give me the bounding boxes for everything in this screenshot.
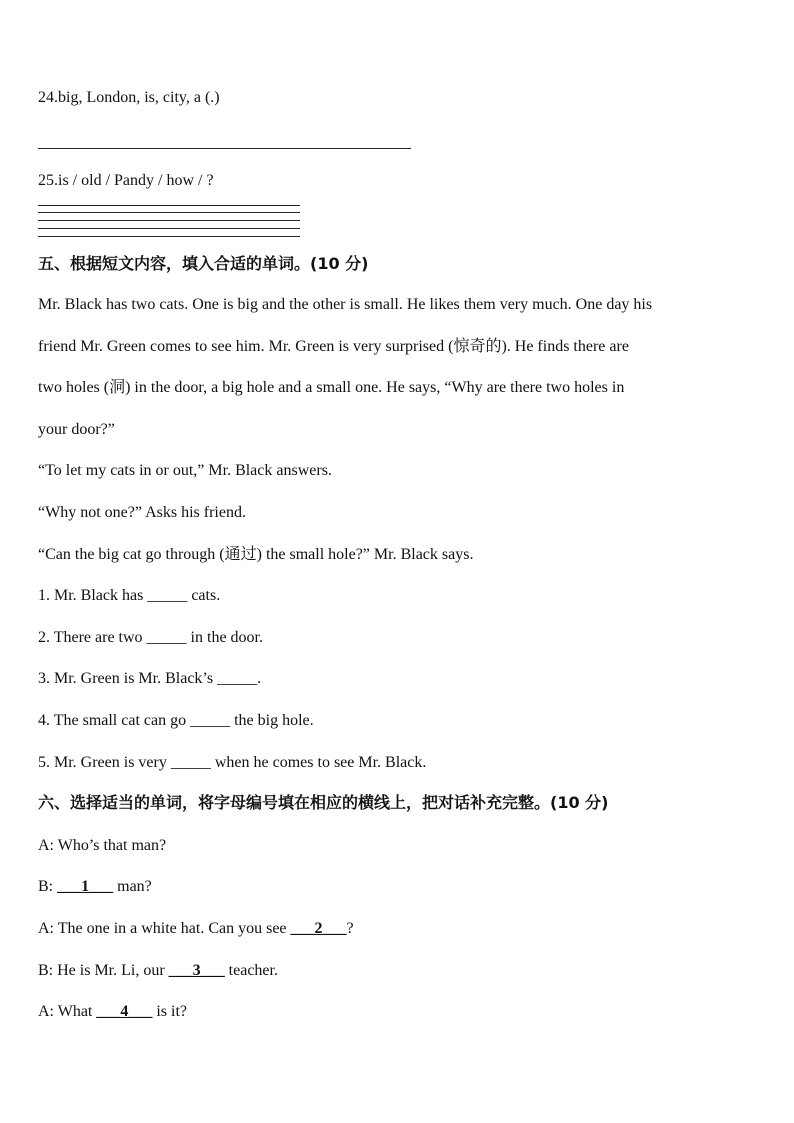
q24-prompt: 24.big, London, is, city, a (.) (38, 89, 220, 106)
q25-answer-line-2[interactable] (38, 212, 300, 213)
q25-answer-line-3[interactable] (38, 220, 300, 221)
passage-line: friend Mr. Green comes to see him. Mr. Green is very surprised (惊奇的). He finds there are (38, 338, 629, 355)
dialogue-line (38, 961, 278, 981)
dialogue-line (38, 1002, 187, 1022)
dialogue-text: man? (113, 878, 152, 895)
blank-3[interactable]: ___3___ (168, 962, 225, 979)
blank-1[interactable]: ___1___ (57, 878, 114, 895)
q25-answer-line-4[interactable] (38, 228, 300, 229)
question-2: 2. There are two _____ in the door. (38, 629, 263, 646)
dialogue-line (38, 836, 166, 856)
dialogue-text: is it? (152, 1003, 188, 1020)
q24-answer-line[interactable] (38, 148, 411, 149)
dialogue-text: A: Who’s that man? (38, 837, 167, 854)
dialogue-text: ? (346, 920, 354, 937)
question-3: 3. Mr. Green is Mr. Black’s _____. (38, 670, 262, 687)
passage-line: your door?” (38, 421, 115, 438)
blank-4[interactable]: ___4___ (96, 1003, 153, 1020)
q25-prompt: 25.is / old / Pandy / how / ? (38, 172, 214, 189)
question-1: 1. Mr. Black has _____ cats. (38, 587, 221, 604)
passage-line: “Why not one?” Asks his friend. (38, 504, 246, 521)
passage-line: “Can the big cat go through (通过) the small hole?” Mr. Black says. (38, 546, 474, 563)
dialogue-text: teacher. (224, 962, 278, 979)
q25-answer-line-1[interactable] (38, 205, 300, 206)
dialogue-text: A: The one in a white hat. Can you see (38, 920, 291, 937)
question-4: 4. The small cat can go _____ the big hole. (38, 712, 314, 729)
blank-2[interactable]: ___2___ (290, 920, 347, 937)
question-5: 5. Mr. Green is very _____ when he comes to see Mr. Black. (38, 754, 427, 771)
dialogue-line (38, 877, 152, 897)
dialogue-text: A: What (38, 1003, 97, 1020)
section5-heading: 五、根据短文内容，填入合适的单词。(10 分) (38, 254, 369, 273)
dialogue-line (38, 919, 354, 939)
passage-line: Mr. Black has two cats. One is big and the other is small. He likes them very much. One day his (38, 296, 653, 313)
dialogue-text: B: (38, 878, 58, 895)
passage-line: “To let my cats in or out,” Mr. Black answers. (38, 462, 332, 479)
passage-line: two holes (洞) in the door, a big hole and a small one. He says, “Why are there two holes in (38, 379, 625, 396)
section6-heading: 六、选择适当的单词，将字母编号填在相应的横线上，把对话补充完整。(10 分) (38, 793, 609, 812)
dialogue-text: B: He is Mr. Li, our (38, 962, 169, 979)
q25-answer-line-5[interactable] (38, 236, 300, 237)
